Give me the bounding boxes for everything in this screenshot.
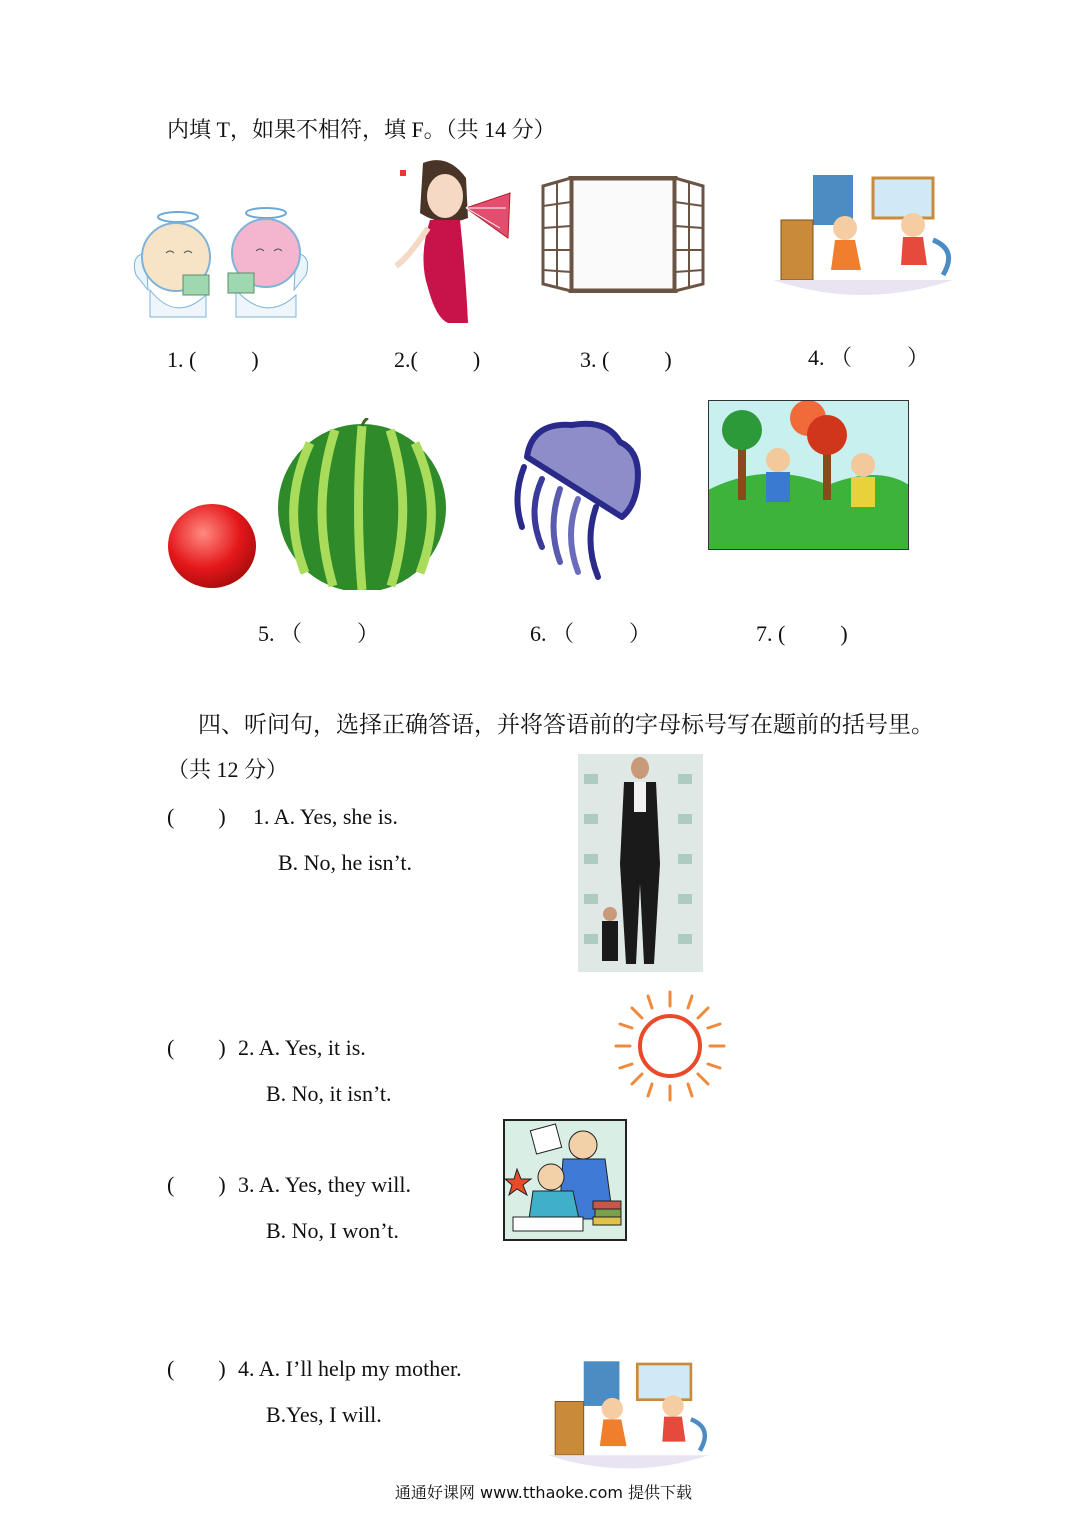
q4-option-b: B.Yes, I will. <box>266 1402 382 1427</box>
angel-babies-reading-icon <box>128 195 313 320</box>
q2-bracket: ( ) <box>167 1035 226 1060</box>
part4-title: 四、听问句，选择正确答语，并将答语前的字母标号写在题前的括号里。 <box>198 712 934 737</box>
kids-cleaning-room-icon <box>773 170 960 298</box>
part4-score: （共 12 分） <box>167 757 289 782</box>
girl-with-fan-icon <box>388 158 523 323</box>
window-icon <box>541 176 705 293</box>
item-3-label: 3. ( ) <box>580 347 672 372</box>
tall-man-short-man-icon <box>578 754 703 972</box>
q3-option-a: 3. A. Yes, they will. <box>238 1172 411 1197</box>
peach-and-watermelon-icon <box>165 418 450 590</box>
q2-option-a: 2. A. Yes, it is. <box>238 1035 366 1060</box>
q4-bracket: ( ) <box>167 1356 226 1381</box>
item-4-label: 4. （ ） <box>808 345 930 370</box>
rain-cloud-icon <box>502 417 644 582</box>
footer-source: 通通好课网 www.tthaoke.com 提供下载 <box>394 1483 693 1502</box>
q1-option-a: 1. A. Yes, she is. <box>253 804 398 829</box>
q4-option-a: 4. A. I’ll help my mother. <box>238 1356 462 1381</box>
q3-bracket: ( ) <box>167 1172 226 1197</box>
item-6-label: 6. （ ） <box>530 621 652 646</box>
kids-cleaning-room-icon <box>548 1354 715 1474</box>
part3-instruction: 内填 T，如果不相符，填 F。（共 14 分） <box>167 117 556 142</box>
father-helping-homework-icon <box>503 1119 627 1241</box>
item-1-label: 1. ( ) <box>167 347 259 372</box>
children-playing-icon <box>708 400 909 550</box>
sun-icon <box>612 988 728 1104</box>
item-2-label: 2.( ) <box>394 347 481 372</box>
q1-option-b: B. No, he isn’t. <box>278 850 413 875</box>
item-5-label: 5. （ ） <box>258 621 380 646</box>
q1-bracket: ( ) <box>167 804 226 829</box>
q3-option-b: B. No, I won’t. <box>266 1218 399 1243</box>
q2-option-b: B. No, it isn’t. <box>266 1081 392 1106</box>
item-7-label: 7. ( ) <box>756 621 848 646</box>
